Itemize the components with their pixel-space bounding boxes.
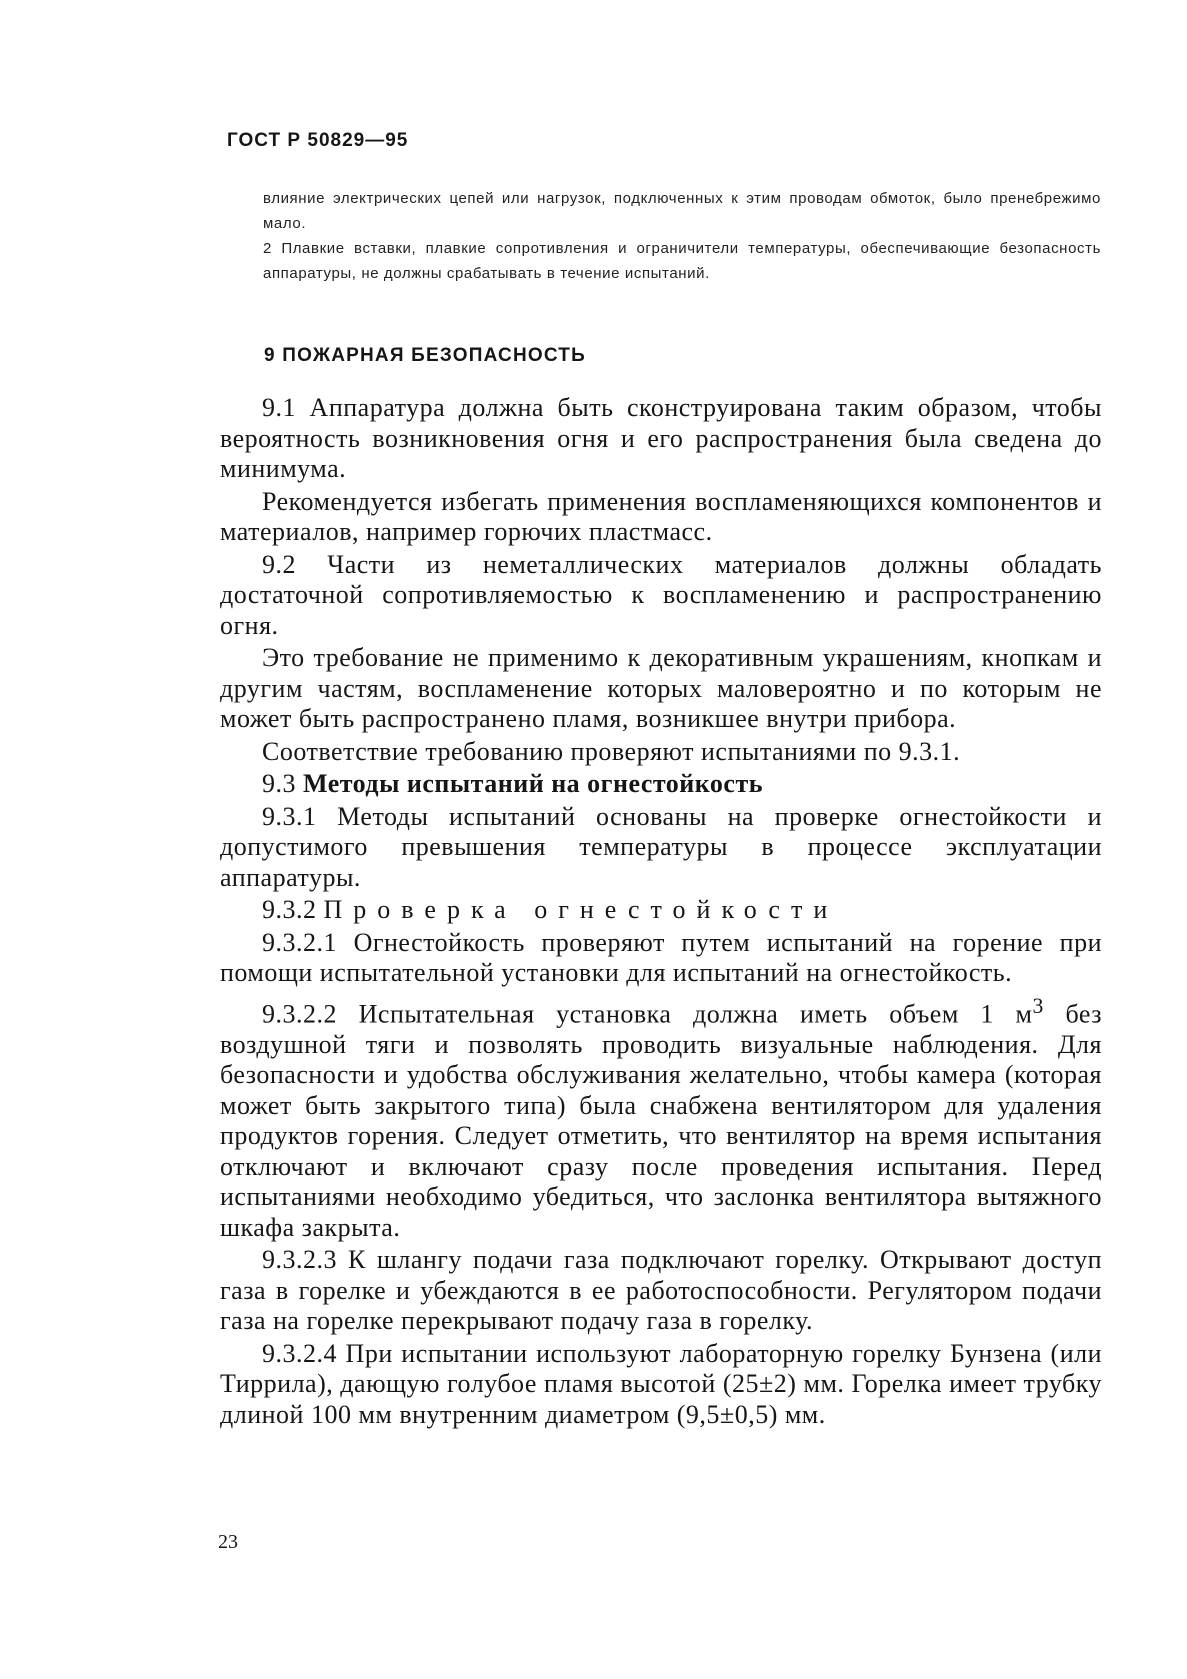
paragraph-9-2: 9.2 Части из неметаллических материалов должны обладать достаточной сопротивляемостью к воспламенению и распространению огня. — [220, 549, 1102, 640]
paragraph-9-2-exception: Это требование не применимо к декоративным украшениям, кнопкам и другим частям, воспламенение которых маловероятно и по которым не может быть распространено пламя, возникшее внутри прибора. — [220, 643, 1102, 733]
paragraph-9-3-2-3: 9.3.2.3 К шлангу подачи газа подключают горелку. Открывают доступ газа в горелке и убеждаются в ее работоспособности. Регулятором подачи газа на горелке перекрывают подачу газа в горелку. — [220, 1245, 1102, 1336]
note-2: 2 Плавкие вставки, плавкие сопротивления и ограничители температуры, обеспечивающие безопасность аппаратуры, не должны срабатывать в течение испытаний. — [263, 240, 1101, 282]
paragraph-9-3-2-2-part-b: без воздушной тяги и позволять проводить визуальные наблюдения. Для безопасности и удобства обслуживания желательно, чтобы камера (которая может быть закрытого типа) была снабжена вентилятором для удаления продуктов горения. Следует отметить, что вентилятор на время испытания отключают и включают сразу после проведения испытания. Перед испытаниями необходимо убедиться, что заслонка вентилятора вытяжного шкафа закрыта. — [220, 999, 1103, 1242]
subsection-9-3-2-title: Проверка огнестойкости — [323, 895, 839, 924]
subsection-9-3 — [220, 769, 1102, 800]
subsection-9-3-title: Методы испытаний на огнестойкость — [303, 769, 763, 798]
cubic-superscript: 3 — [1032, 993, 1044, 1018]
subsection-9-3-2 — [220, 895, 1102, 926]
notes-block — [263, 186, 1101, 286]
paragraph-9-3-2-2 — [220, 991, 1102, 1244]
paragraph-9-2-check: Соответствие требованию проверяют испытаниями по 9.3.1. — [262, 736, 961, 766]
subsection-9-3-number: 9.3 — [262, 769, 296, 798]
body-text — [220, 393, 1102, 1432]
subsection-9-3-2-number: 9.3.2 — [262, 895, 317, 924]
note-continuation: влияние электрических цепей или нагрузок, подключенных к этим проводам обмоток, было пренебрежимо мало. — [263, 190, 1101, 232]
paragraph-9-3-1: 9.3.1 Методы испытаний основаны на проверке огнестойкости и допустимого превышения температуры в процессе эксплуатации аппаратуры. — [220, 801, 1102, 892]
paragraph-9-1: 9.1 Аппаратура должна быть сконструирована таким образом, чтобы вероятность возникновения огня и его распространения была сведена до минимума. — [220, 393, 1102, 483]
paragraph-9-1-recommendation: Рекомендуется избегать применения воспламеняющихся компонентов и материалов, например горючих пластмасс. — [220, 486, 1102, 546]
section-title: 9 ПОЖАРНАЯ БЕЗОПАСНОСТЬ — [264, 345, 586, 366]
paragraph-9-3-2-2-part-a: 9.3.2.2 Испытательная установка должна иметь объем 1 м — [262, 999, 1033, 1029]
paragraph-9-3-2-1: 9.3.2.1 Огнестойкость проверяют путем испытаний на горение при помощи испытательной установки для испытаний на огнестойкость. — [220, 927, 1102, 987]
paragraph-9-3-2-4: 9.3.2.4 При испытании используют лабораторную горелку Бунзена (или Тиррила), дающую голубое пламя высотой (25±2) мм. Горелка имеет трубку длиной 100 мм внутренним диаметром (9,5±0,5) мм. — [220, 1338, 1102, 1429]
page-number: 23 — [218, 1531, 238, 1553]
document-header: ГОСТ Р 50829—95 — [227, 130, 409, 151]
